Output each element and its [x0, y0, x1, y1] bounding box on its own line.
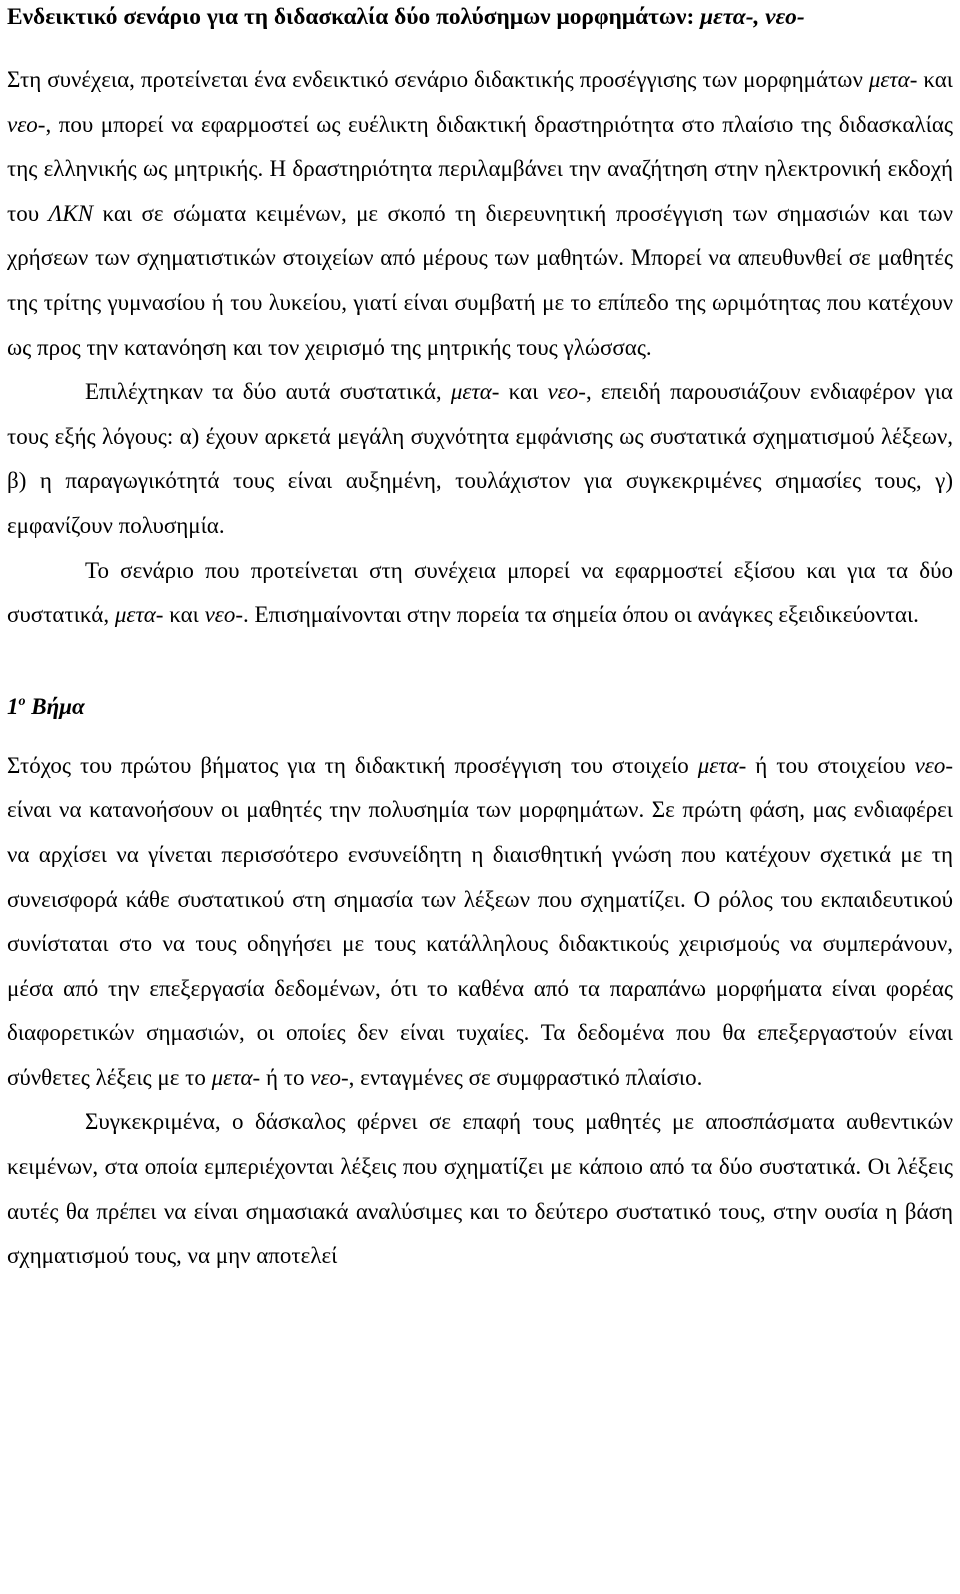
- term-meta: μετα-: [450, 379, 500, 405]
- spacer: [7, 638, 953, 691]
- text-run: και: [163, 602, 205, 628]
- intro-paragraph-2: [7, 370, 953, 548]
- step-word: Βήμα: [31, 693, 85, 719]
- term-neo: νεο-: [914, 752, 953, 778]
- step-1-heading: [7, 691, 953, 723]
- text-run: , που μπορεί να εφαρμοστεί ως ευέλικτη διδακτική δραστηριότητα στο πλαίσιο της διδασκαλίας της ελληνικής ως μητρικής. Η δραστηριότητα περιλαμβάνει την αναζήτηση στην ηλεκτρονική εκδοχή του: [7, 111, 953, 226]
- term-neo: νεο-: [204, 602, 244, 628]
- text-run: και: [917, 67, 953, 92]
- text-run: ή το: [260, 1064, 311, 1090]
- term-neo: νεο-: [310, 1064, 349, 1090]
- spacer: [7, 33, 953, 58]
- spacer: [7, 723, 953, 744]
- term-meta: μετα-: [697, 752, 747, 778]
- text-run: Συγκεκριμένα, ο δάσκαλος φέρνει σε επαφή τους μαθητές με αποσπάσματα αυθεντικών κειμένων, στα οποία εμπεριέχονται λέξεις που σχηματίζει με κάποιο από τα δύο συστατικά. Οι λέξεις αυτές θα πρέπει να είναι σημασιακά αναλύσιμες και το δεύτερο συστατικό τους, στην ουσία η βάση σχηματισμού τους, να μην αποτελεί: [7, 1109, 953, 1269]
- text-run: Στη συνέχεια, προτείνεται ένα ενδεικτικό σενάριο διδακτικής προσέγγισης των μορφημάτων: [7, 67, 869, 92]
- section-title: [7, 0, 953, 33]
- step-1-paragraph-1: [7, 744, 953, 1101]
- text-run: και σε σώματα κειμένων, με σκοπό τη διερευνητική προσέγγιση των σημασιών και των χρήσεων των σχηματιστικών στοιχείων από μέρους των μαθητών. Μπορεί να απευθυνθεί σε μαθητές της τρίτης γυμνασίου ή του λυκείου, γιατί είναι συμβατή με το επίπεδο της ωριμότητας που κατέχουν ως προς την κατανόηση και τον χειρισμό της μητρικής τους γλώσσας.: [7, 200, 953, 360]
- text-run: , επειδή παρουσιάζουν ενδιαφέρον για τους εξής λόγους: α) έχουν αρκετά μεγάλη συχνότητα εμφάνισης ως συστατικά σχηματισμού λέξεων, β) η παραγωγικότητά τους είναι αυξημένη, τουλάχιστον για συγκεκριμένες σημασίες τους, γ) εμφανίζουν πολυσημία.: [7, 379, 953, 538]
- term-neo: νεο-: [547, 379, 586, 405]
- text-run: Το σενάριο που προτείνεται στη συνέχεια μπορεί να εφαρμοστεί εξίσου και για τα δύο συστατικά,: [7, 557, 953, 628]
- step-number-superscript: ο: [18, 693, 26, 709]
- section-title-text: Ενδεικτικό σενάριο για τη διδασκαλία δύο πολύσημων μορφημάτων:: [7, 4, 701, 30]
- abbreviation-lkn: ΛΚΝ: [48, 200, 94, 226]
- text-run: . Επισημαίνονται στην πορεία τα σημεία όπου οι ανάγκες εξειδικεύονται.: [243, 602, 919, 628]
- intro-paragraph-3: [7, 549, 953, 638]
- text-run: και: [499, 379, 548, 405]
- term-meta: μετα-: [211, 1064, 261, 1090]
- step-number: 1: [7, 693, 19, 719]
- section-title-terms: μετα-, νεο-: [700, 4, 805, 30]
- intro-paragraph-1: [7, 58, 953, 370]
- text-run: , ενταγμένες σε συμφραστικό πλαίσιο.: [348, 1064, 703, 1090]
- term-meta: μετα-: [114, 602, 164, 628]
- text-run: είναι να κατανοήσουν οι μαθητές την πολυσημία των μορφημάτων. Σε πρώτη φάση, μας ενδιαφέρει να αρχίσει να γίνεται περισσότερο ενσυνείδητη η διαισθητική γνώση που κατέχουν σχετικά με τη συνεισφορά κάθε συστατικού στη σημασία των λέξεων που σχηματίζει. Ο ρόλος του εκπαιδευτικού συνίσταται στο να τους οδηγήσει με τους κατάλληλους διδακτικούς χειρισμούς να συμπεράνουν, μέσα από την επεξεργασία δεδομένων, ότι το καθένα από τα παραπάνω μορφήματα είναι φορέας διαφορετικών σημασιών, οι οποίες δεν είναι τυχαίες. Τα δεδομένα που θα επεξεργαστούν είναι σύνθετες λέξεις με το: [7, 797, 953, 1090]
- step-1-paragraph-2: [7, 1100, 953, 1278]
- term-neo: νεο-: [7, 111, 46, 137]
- text-run: Επιλέχτηκαν τα δύο αυτά συστατικά,: [85, 379, 451, 405]
- text-run: ή του στοιχείου: [746, 752, 915, 778]
- text-run: Στόχος του πρώτου βήματος για τη διδακτική προσέγγιση του στοιχείο: [7, 752, 698, 778]
- term-meta: μετα-: [868, 67, 918, 92]
